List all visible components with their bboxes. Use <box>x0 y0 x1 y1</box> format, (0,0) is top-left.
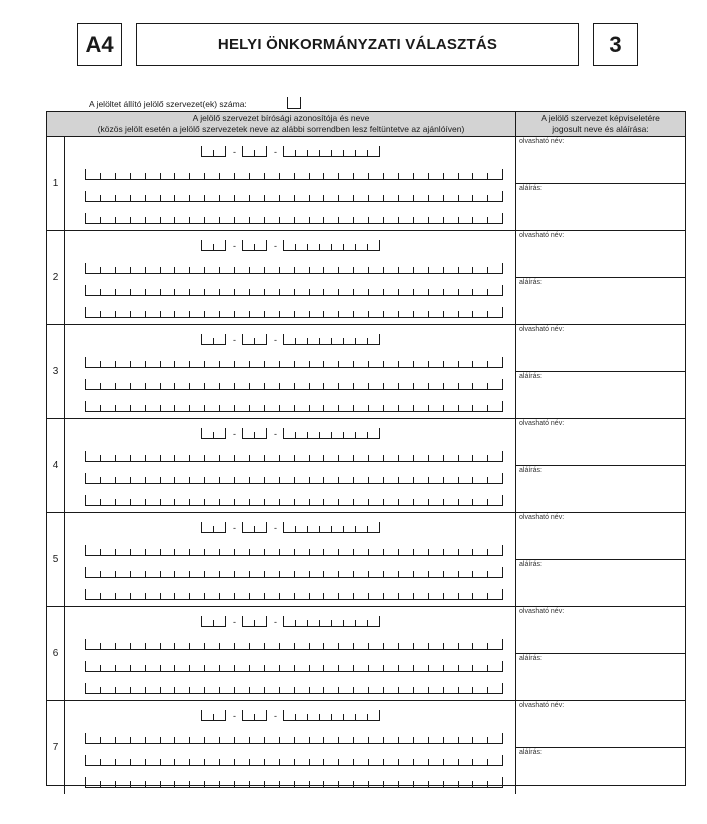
organization-fields <box>65 419 516 512</box>
organization-name-line-3[interactable] <box>85 214 503 224</box>
id-separator: - <box>274 147 277 157</box>
id-separator: - <box>274 335 277 345</box>
organization-fields <box>65 513 516 606</box>
organization-name-line-2[interactable] <box>85 662 503 672</box>
readable-name-label: olvasható név: <box>519 232 565 239</box>
court-id-part3-input[interactable] <box>283 429 380 439</box>
signature-field[interactable] <box>516 372 685 418</box>
id-separator: - <box>274 617 277 627</box>
representative-column <box>516 419 685 512</box>
readable-name-field[interactable] <box>516 701 685 748</box>
signature-field[interactable] <box>516 560 685 606</box>
organization-name-line-1[interactable] <box>85 170 503 180</box>
organization-name-line-1[interactable] <box>85 358 503 368</box>
organization-fields <box>65 325 516 418</box>
form-title: HELYI ÖNKORMÁNYZATI VÁLASZTÁS <box>217 36 498 53</box>
representative-column <box>516 231 685 324</box>
readable-name-field[interactable] <box>516 607 685 654</box>
table-row <box>47 231 685 325</box>
form-code-box <box>77 23 122 66</box>
court-id-part1-input[interactable] <box>201 429 226 439</box>
readable-name-label: olvasható név: <box>519 514 565 521</box>
court-id-part3-input[interactable] <box>283 523 380 533</box>
id-separator: - <box>274 523 277 533</box>
organization-fields <box>65 607 516 700</box>
signature-label: aláírás: <box>519 467 542 474</box>
organization-fields <box>65 231 516 324</box>
row-number: 6 <box>47 607 65 700</box>
header-organization-column <box>47 112 516 136</box>
id-separator: - <box>233 429 236 439</box>
organization-name-line-3[interactable] <box>85 496 503 506</box>
court-id-part3-input[interactable] <box>283 711 380 721</box>
court-id-part2-input[interactable] <box>242 711 267 721</box>
signature-label: aláírás: <box>519 279 542 286</box>
id-separator: - <box>233 335 236 345</box>
court-id-part1-input[interactable] <box>201 241 226 251</box>
organization-name-line-1[interactable] <box>85 264 503 274</box>
representative-column <box>516 325 685 418</box>
organization-name-line-2[interactable] <box>85 756 503 766</box>
court-id-part3-input[interactable] <box>283 617 380 627</box>
organization-name-line-3[interactable] <box>85 402 503 412</box>
row-number: 3 <box>47 325 65 418</box>
header-organization-title: A jelölő szervezet bírósági azonosítója és neve <box>192 113 370 123</box>
readable-name-field[interactable] <box>516 325 685 372</box>
organization-name-line-1[interactable] <box>85 546 503 556</box>
row-number: 2 <box>47 231 65 324</box>
header-representative-title: A jelölő szervezet képviseletére <box>541 113 660 123</box>
signature-field[interactable] <box>516 654 685 700</box>
page-number-box <box>593 23 638 66</box>
readable-name-field[interactable] <box>516 137 685 184</box>
organization-fields <box>65 137 516 230</box>
signature-label: aláírás: <box>519 185 542 192</box>
id-separator: - <box>233 617 236 627</box>
id-separator: - <box>233 147 236 157</box>
readable-name-label: olvasható név: <box>519 702 565 709</box>
organization-name-line-1[interactable] <box>85 734 503 744</box>
signature-label: aláírás: <box>519 561 542 568</box>
organization-count-input[interactable] <box>287 97 301 109</box>
organization-name-line-2[interactable] <box>85 380 503 390</box>
court-id-part1-input[interactable] <box>201 147 226 157</box>
court-id-part2-input[interactable] <box>242 617 267 627</box>
signature-field[interactable] <box>516 278 685 324</box>
court-id-part1-input[interactable] <box>201 523 226 533</box>
readable-name-label: olvasható név: <box>519 326 565 333</box>
representative-column <box>516 513 685 606</box>
readable-name-field[interactable] <box>516 513 685 560</box>
organization-name-line-2[interactable] <box>85 192 503 202</box>
court-id-part3-input[interactable] <box>283 335 380 345</box>
organization-count-label: A jelöltet állító jelölő szervezet(ek) száma: <box>89 99 247 109</box>
organization-name-line-3[interactable] <box>85 778 503 788</box>
row-number: 5 <box>47 513 65 606</box>
id-separator: - <box>274 711 277 721</box>
court-id-part1-input[interactable] <box>201 335 226 345</box>
table-row <box>47 607 685 701</box>
representative-column <box>516 137 685 230</box>
table-row <box>47 513 685 607</box>
readable-name-field[interactable] <box>516 231 685 278</box>
representative-column <box>516 701 685 794</box>
id-separator: - <box>233 523 236 533</box>
table-row <box>47 701 685 794</box>
readable-name-label: olvasható név: <box>519 138 565 145</box>
header-representative-column <box>516 112 685 136</box>
organization-name-line-1[interactable] <box>85 640 503 650</box>
readable-name-field[interactable] <box>516 419 685 466</box>
readable-name-label: olvasható név: <box>519 420 565 427</box>
court-id-part2-input[interactable] <box>242 241 267 251</box>
header-organization-note: (közös jelölt esetén a jelölő szervezetek neve az alábbi sorrendben lesz feltüntetve az ajánlóíven) <box>97 124 465 134</box>
representative-column <box>516 607 685 700</box>
organization-name-line-2[interactable] <box>85 568 503 578</box>
court-id-part1-input[interactable] <box>201 617 226 627</box>
organization-count-row <box>89 97 301 109</box>
header-representative-note: jogosult neve és aláírása: <box>552 124 649 134</box>
signature-label: aláírás: <box>519 655 542 662</box>
row-number: 1 <box>47 137 65 230</box>
court-id-part2-input[interactable] <box>242 429 267 439</box>
page-number: 3 <box>609 31 622 57</box>
form-title-box <box>136 23 579 66</box>
organization-name-line-3[interactable] <box>85 590 503 600</box>
row-number: 4 <box>47 419 65 512</box>
organization-name-line-2[interactable] <box>85 286 503 296</box>
organization-name-line-3[interactable] <box>85 308 503 318</box>
signature-field[interactable] <box>516 748 685 794</box>
id-separator: - <box>274 429 277 439</box>
form-code: A4 <box>85 31 114 57</box>
id-separator: - <box>233 711 236 721</box>
table-header <box>47 112 685 137</box>
organization-fields <box>65 701 516 794</box>
signature-label: aláírás: <box>519 749 542 756</box>
court-id-part2-input[interactable] <box>242 147 267 157</box>
court-id-part3-input[interactable] <box>283 241 380 251</box>
signature-field[interactable] <box>516 184 685 230</box>
signature-label: aláírás: <box>519 373 542 380</box>
nominating-organizations-table <box>46 111 686 786</box>
organization-name-line-2[interactable] <box>85 474 503 484</box>
readable-name-label: olvasható név: <box>519 608 565 615</box>
court-id-part2-input[interactable] <box>242 335 267 345</box>
table-row <box>47 137 685 231</box>
organization-name-line-3[interactable] <box>85 684 503 694</box>
court-id-part1-input[interactable] <box>201 711 226 721</box>
organization-name-line-1[interactable] <box>85 452 503 462</box>
id-separator: - <box>233 241 236 251</box>
row-number: 7 <box>47 701 65 794</box>
table-row <box>47 419 685 513</box>
id-separator: - <box>274 241 277 251</box>
signature-field[interactable] <box>516 466 685 512</box>
court-id-part3-input[interactable] <box>283 147 380 157</box>
table-row <box>47 325 685 419</box>
court-id-part2-input[interactable] <box>242 523 267 533</box>
